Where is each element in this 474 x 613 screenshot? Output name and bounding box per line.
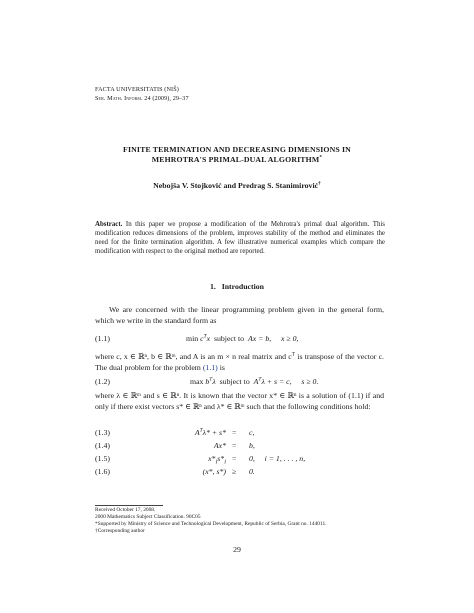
footnote-received: Received October 17, 2008.	[95, 507, 156, 513]
paragraph-2: where c, x ∈ ℝⁿ, b ∈ ℝᵐ, and A is an m × n real matrix and $c^T$ is transpose of the vector c. The dual problem for the problem (1.1) is	[95, 351, 384, 372]
equation-1-3-rhs: c,	[249, 428, 255, 437]
equation-1-4-rhs: b,	[249, 441, 255, 450]
equation-1-5-lhs: $x*_is*_i$	[208, 454, 226, 466]
equation-1-4-lhs: Ax*	[213, 441, 226, 450]
abstract-label: Abstract.	[95, 221, 123, 228]
equation-label-1-6: (1.6)	[95, 467, 110, 476]
equation-label-1-3: (1.3)	[95, 428, 110, 437]
equation-1-6-op: ≥	[232, 467, 237, 476]
equation-1-6-lhs: (x*, s*)	[202, 467, 226, 476]
footnote-support: *Supported by Ministry of Science and Technological Development, Republic of Serbia, Grant no. 144011.	[95, 521, 327, 527]
equation-1-5-rhs: 0, i = 1, . . . , n,	[249, 454, 306, 463]
journal-header	[95, 86, 189, 103]
paragraph-3: where λ ∈ ℝᵐ and s ∈ ℝⁿ. It is known that the vector x* ∈ ℝⁿ is a solution of (1.1) if and only if there exist vectors s* ∈ ℝⁿ and λ* ∈ ℝᵐ such that the following conditions hold:	[95, 391, 384, 411]
author-footnote-mark: †	[318, 180, 321, 187]
paragraph-1: We are concerned with the linear programming problem given in the general form, which we write in the standard form as	[95, 305, 384, 325]
authors: Nebojša V. Stojković and Predrag S. Stanimirović†	[153, 180, 321, 190]
equation-ref-1-1[interactable]: (1.1)	[202, 362, 218, 372]
equation-1-1: $\min c^Tx$ subject to Ax = b, x ≥ 0,	[186, 333, 299, 343]
footnote-corresponding: †Corresponding author	[95, 528, 145, 534]
abstract-text: In this paper we propose a modification of the Mehrotra's primal dual algorithm. This modification reduces dimensions of the problem, improves stability of the method and eliminates the need for the finite termination algorithm. A few illustrative numerical examples which compare the modification with respect to the original method are reported.	[95, 221, 385, 255]
equation-label-1-5: (1.5)	[95, 454, 110, 463]
equation-label-1-1: (1.1)	[95, 334, 110, 343]
equation-label-1-2: (1.2)	[95, 377, 110, 386]
equation-1-5-op: =	[232, 454, 237, 463]
page-number: 29	[233, 545, 241, 554]
footnotes	[95, 507, 395, 535]
paper-title: FINITE TERMINATION AND DECREASING DIMENSIONS IN MEHROTRA'S PRIMAL-DUAL ALGORITHM*	[123, 145, 351, 164]
title-footnote-mark: *	[319, 154, 323, 161]
footnote-msc: 2000 Mathematics Subject Classification. 90C05	[95, 514, 201, 520]
abstract	[95, 220, 385, 256]
equation-1-6-rhs: 0.	[249, 467, 255, 476]
equation-label-1-4: (1.4)	[95, 441, 110, 450]
journal-series: Ser. Math. Inform. 24 (2009), 29–37	[95, 94, 189, 102]
equation-1-4-op: =	[232, 441, 237, 450]
equation-1-2: $\max b^T\lambda$ subject to $A^T\lambda + s = c$, s ≥ 0.	[190, 376, 319, 386]
journal-name: FACTA UNIVERSITATIS (NIŠ)	[95, 86, 179, 93]
equation-1-3-lhs: $A^T\lambda* + s*$	[194, 427, 226, 437]
section-heading: 1. Introduction	[209, 282, 265, 291]
footnote-rule	[95, 505, 163, 506]
equation-1-3-op: =	[232, 428, 237, 437]
